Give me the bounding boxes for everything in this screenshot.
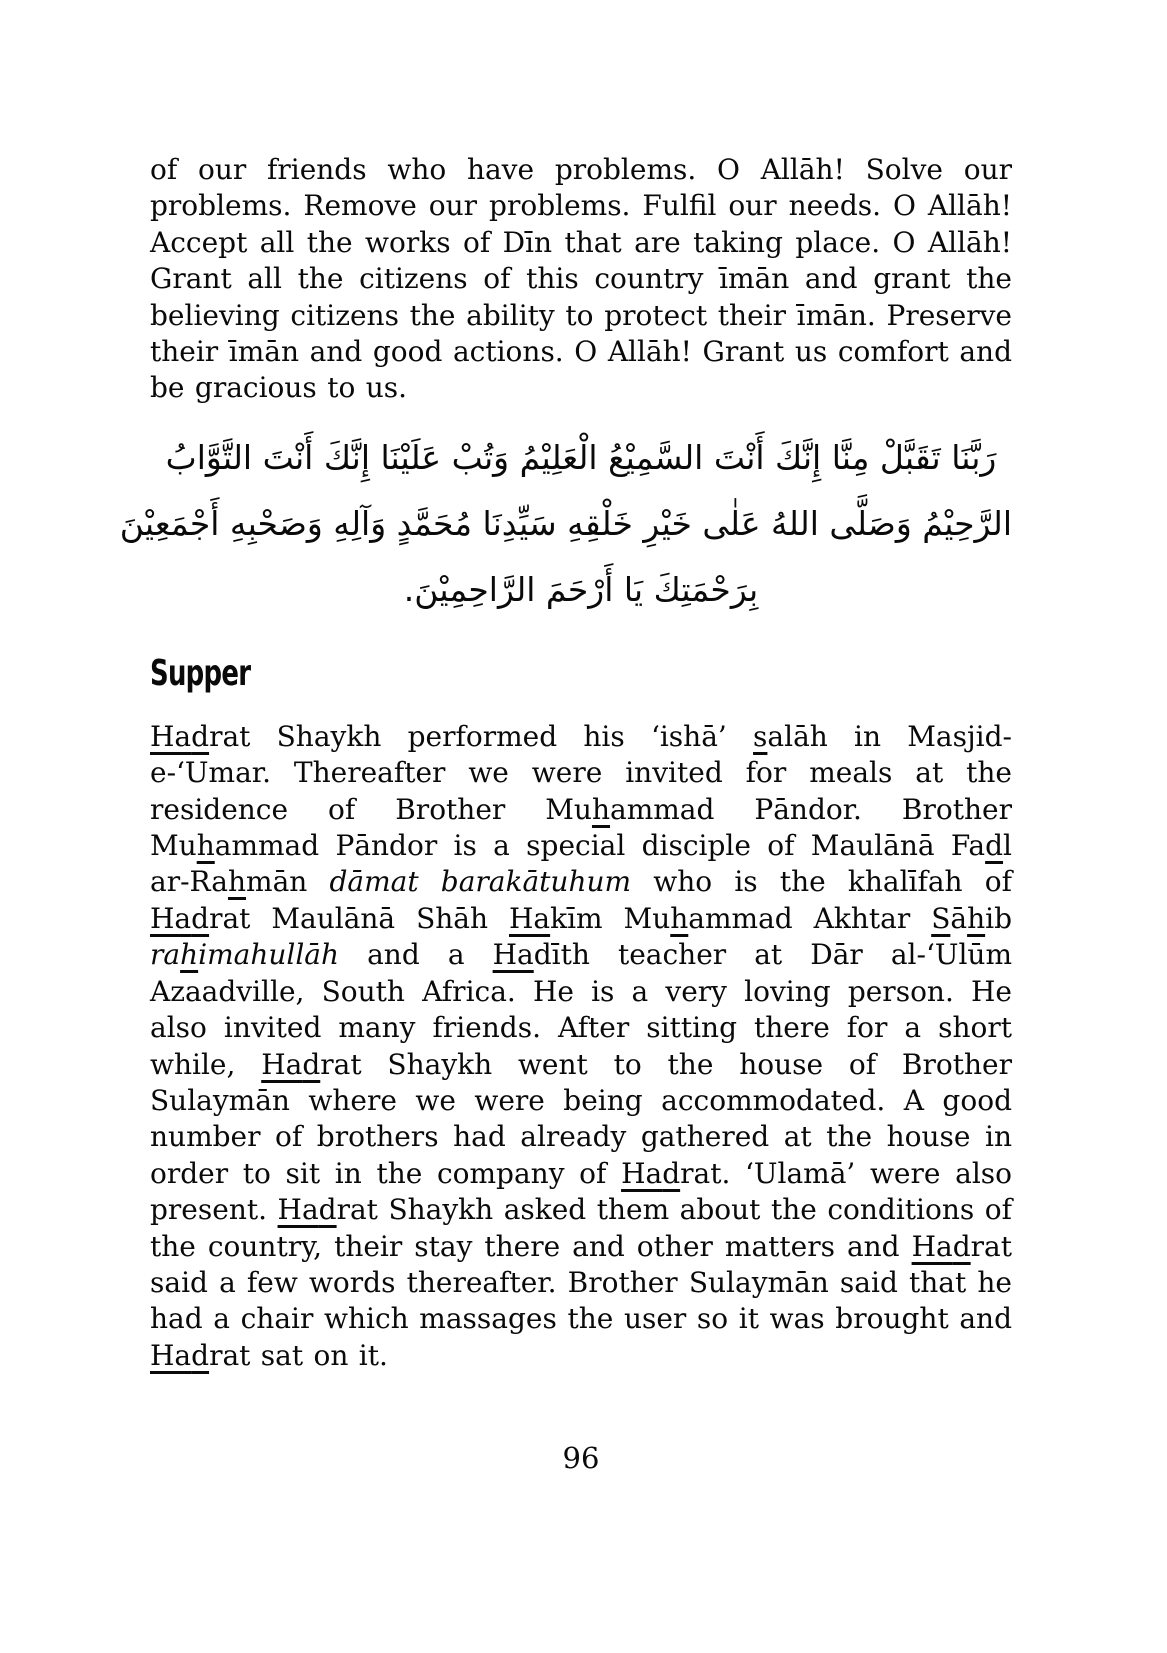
text-run: ib xyxy=(985,901,1013,935)
arabic-prayer xyxy=(119,425,1012,623)
text-run: rat Shaykh went to the house of Brother Sulaymān where we were being accommodated. A good number of brothers had already gathered at the house in order to sit in the company of xyxy=(150,1047,1012,1190)
text-run: h xyxy=(670,901,689,935)
text-run: Ha xyxy=(621,1156,663,1190)
arabic-prayer-line: الرَّحِيْمُ وَصَلَّى اللهُ عَلٰى خَيْرِ خَلْقِهِ سَيِّدِنَا مُحَمَّدٍ وَآلِهِ وَصَحْبِهِ أَجْمَعِيْنَ xyxy=(119,503,1012,543)
text-run: h xyxy=(196,829,215,863)
section-heading-label: Supper xyxy=(150,652,251,694)
text-run: d xyxy=(952,1229,971,1263)
text-run: h xyxy=(180,938,199,972)
text-run: d xyxy=(191,1338,210,1372)
text-run: d xyxy=(191,719,210,753)
text-run: Ha xyxy=(150,719,192,753)
text-run: rat. ‘Ulamā’ were also present. xyxy=(150,1156,1012,1227)
text-run: and a xyxy=(339,938,493,972)
text-column xyxy=(119,152,1013,1374)
text-run: rat said a few words thereafter. Brother Sulaymān said that he had a chair which massages the user so it was brought and xyxy=(150,1229,1012,1336)
text-run: Ha xyxy=(150,901,192,935)
text-run: ammad Akhtar xyxy=(688,901,932,935)
text-run: h xyxy=(591,792,611,826)
text-run: who is the khalīfah of xyxy=(631,865,1013,899)
text-run: rat Shaykh asked them about the conditions of the country, their stay there and other matters and xyxy=(150,1193,1012,1263)
text-run: d xyxy=(302,1047,321,1081)
text-run: Ha xyxy=(261,1047,303,1081)
text-run: d xyxy=(191,901,210,935)
text-run: alāh in Masjid-e-‘Umar. Thereafter we were invited for meals at the residence of Brother Mu xyxy=(150,719,1013,826)
text-run: Ha xyxy=(150,1338,192,1372)
text-run: rat Maulānā Shāh xyxy=(209,901,509,935)
text-run: mān xyxy=(246,865,330,899)
text-run: imahullāh xyxy=(198,938,340,972)
text-run: ra xyxy=(150,938,181,972)
text-run: ammad Pāndor. Brother Mu xyxy=(150,792,1012,863)
text-run: d xyxy=(662,1156,681,1190)
text-run: d xyxy=(318,1193,337,1227)
text-run: h xyxy=(967,901,986,935)
text-run: h xyxy=(227,865,247,899)
section-heading-supper xyxy=(150,652,1012,694)
text-run: l ar-Ra xyxy=(150,829,1012,899)
text-run: Ha xyxy=(508,901,551,935)
text-run: rat Shaykh performed his ‘ishā’ xyxy=(209,719,754,753)
text-run: d xyxy=(985,829,1004,863)
text-run: dāmat barakātuhum xyxy=(329,865,632,899)
paragraph-supper-narrative xyxy=(150,719,1012,1374)
text-run: S xyxy=(931,901,951,935)
text-run: dīth teacher at Dār al-‘Ulūm Azaadville, South Africa. He is a very loving person. He also invited many friends. After sitting there for a short while, xyxy=(150,938,1013,1081)
paragraph-dua-continuation: of our friends who have problems. O Allāh! Solve our problems. Remove our problems. Fulfil our needs. O Allāh! Accept all the works of Dīn that are taking place. O Allāh! Grant all the citizens of this country īmān and grant the believing citizens the ability to protect their īmān. Preserve their īmān and good actions. O Allāh! Grant us comfort and be gracious to us. xyxy=(150,153,1012,405)
text-run: s xyxy=(753,719,768,753)
text-run: ā xyxy=(950,901,968,935)
text-run: Ha xyxy=(492,938,534,972)
text-run: rat sat on it. xyxy=(209,1338,388,1372)
page-number: 96 xyxy=(562,1441,600,1475)
text-run: Ha xyxy=(911,1229,953,1263)
arabic-prayer-line: رَبَّنَا تَقَبَّلْ مِنَّا إِنَّكَ أَنْتَ السَّمِيْعُ الْعَلِيْمُ وَتُبْ عَلَيْنَا إِنَّكَ أَنْتَ التَّوَّابُ xyxy=(165,437,997,477)
text-run: kīm Mu xyxy=(550,901,671,935)
text-run: Ha xyxy=(277,1193,319,1227)
arabic-prayer-line: بِرَحْمَتِكَ يَا أَرْحَمَ الرَّاحِمِيْنَ. xyxy=(403,569,759,609)
text-run: ammad Pāndor is a special disciple of Maulānā Fa xyxy=(214,829,986,863)
